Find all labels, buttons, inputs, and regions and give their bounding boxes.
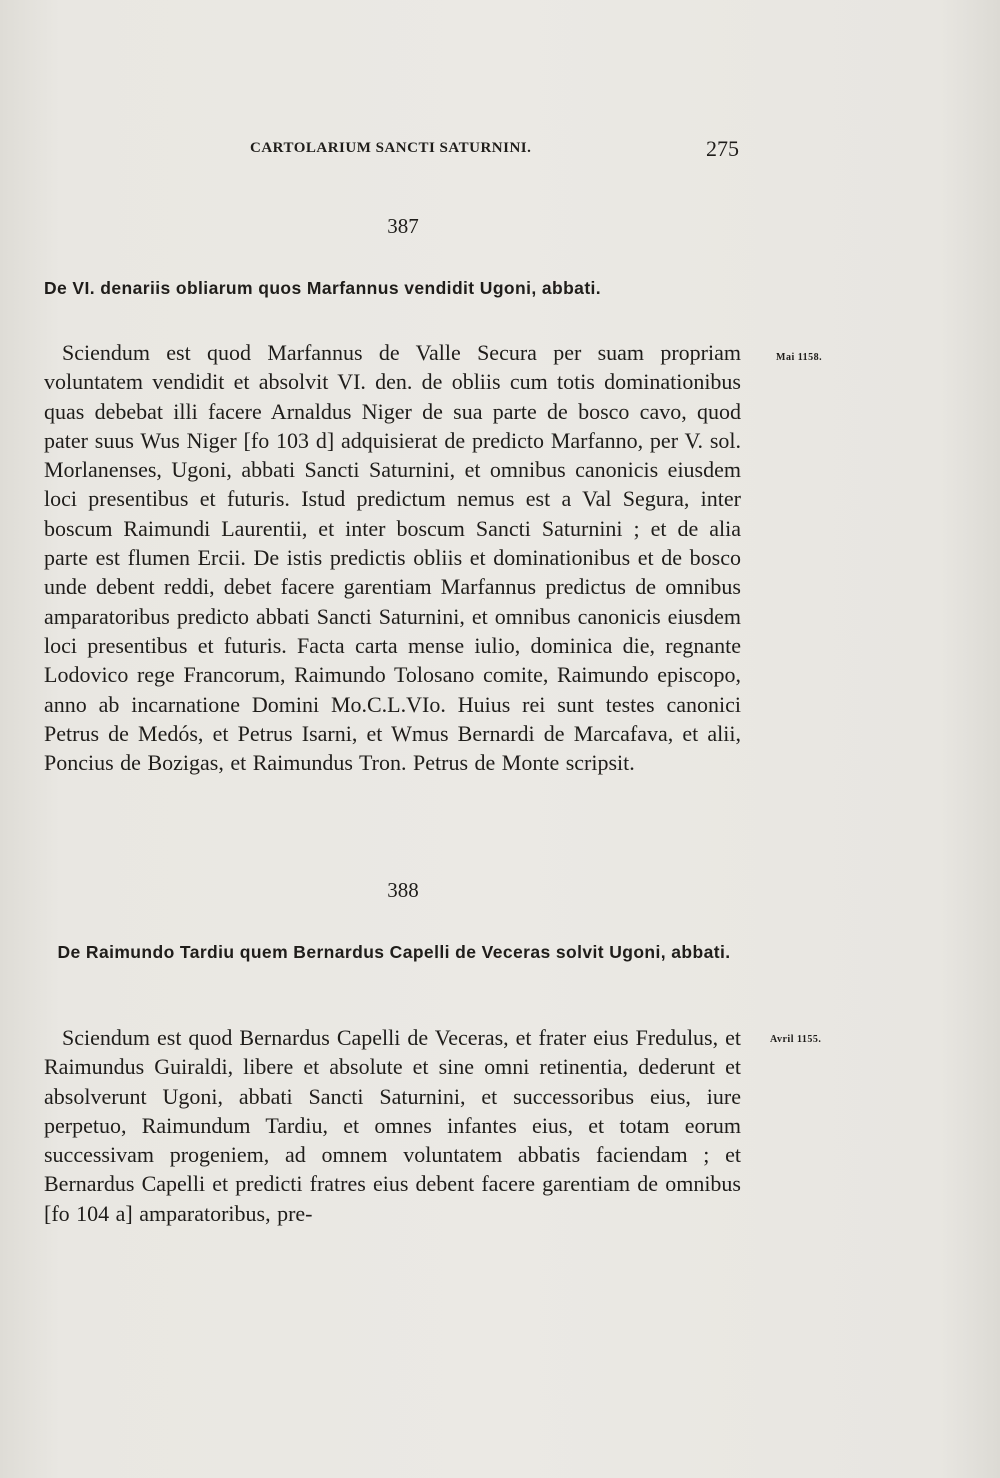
margin-date: Mai 1158. (776, 352, 823, 363)
page-number: 275 (706, 136, 739, 161)
entry-title: De Raimundo Tardiu quem Bernardus Capelli de Veceras solvit Ugoni, abbati. (57, 942, 731, 962)
entry-number (0, 214, 1000, 239)
entry-title: De VI. denariis obliarum quos Marfannus vendidit Ugoni, abbati. (44, 278, 602, 298)
entry-text: Sciendum est quod Marfannus de Valle Secura per suam propriam voluntatem vendidit et absolvit VI. den. de obliis cum totis dominationibus quas debebat illi facere Arnaldus Niger de sua parte de bosco cavo, quod pater suus Wus Niger [fo 103 d] adquisierat de predicto Marfanno, per V. sol. Morlanenses, Ugoni, abbati Sancti Saturnini, et omnibus canonicis eiusdem loci presentibus et futuris. Istud predictum nemus est a Val Segura, inter boscum Raimundi Laurentii, et inter boscum Sancti Saturnini ; et de alia parte est flumen Ercii. De istis predictis obliis et dominationibus et de bosco unde debent reddi, debet facere garentiam Marfannus predictus de omnibus amparatoribus predicto abbati Sancti Saturnini, et omnibus canonicis eiusdem loci presentibus et futuris. Facta carta mense iulio, dominica die, regnante Lodovico rege Francorum, Raimundo Tolosano comite, Raimundo episcopo, anno ab incarnatione Domini Mo.C.L.VIo. Huius rei sunt testes canonici Petrus de Medós, et Petrus Isarni, et Wmus Bernardi de Marcafava, et alii, Poncius de Bozigas, et Raimundus Tron. Petrus de Monte scripsit. (44, 340, 741, 776)
margin-date: Avril 1155. (770, 1034, 822, 1045)
entry-number (0, 878, 1000, 903)
entry-number-text: 387 (387, 214, 419, 238)
running-title: CARTOLARIUM SANCTI SATURNINI. (250, 140, 532, 156)
entry-text: Sciendum est quod Bernardus Capelli de Veceras, et frater eius Fredulus, et Raimundus Guiraldi, libere et absolute et sine omni retinentia, dederunt et absolverunt Ugoni, abbati Sancti Saturnini, et successoribus eius, iure perpetuo, Raimundum Tardiu, et omnes infantes eius, et totam eorum successivam progeniem, ad omnem voluntatem abbatis faciendam ; et Bernardus Capelli et predicti fratres eius debent facere garentiam de omnibus [fo 104 a] amparatoribus, pre- (44, 1025, 741, 1226)
entry-number-text: 388 (387, 878, 419, 902)
